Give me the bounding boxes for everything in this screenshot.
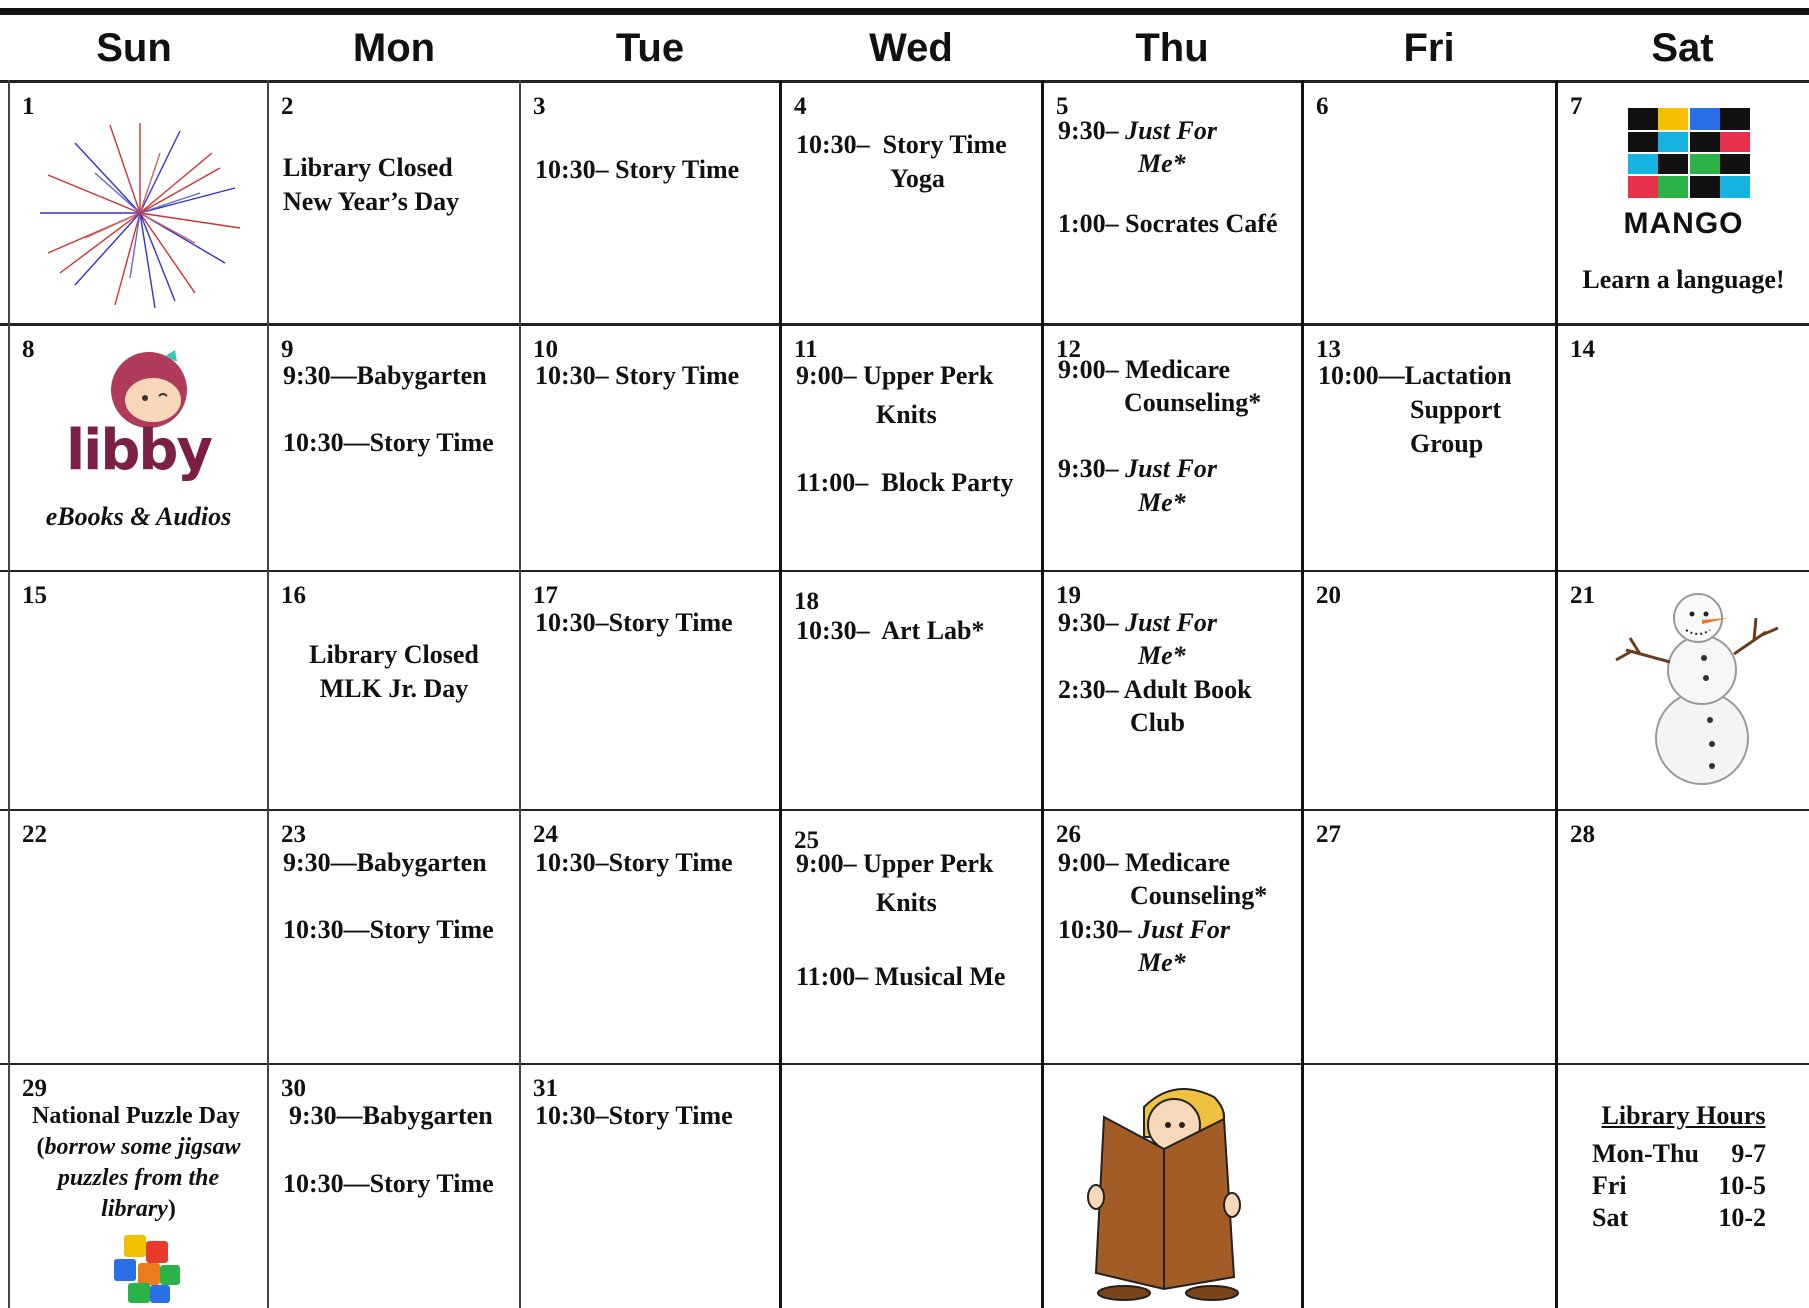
libby-caption: eBooks & Audios xyxy=(45,502,232,531)
day-number: 13 xyxy=(1316,336,1341,363)
event-line: 9:30– Just For xyxy=(1058,116,1217,145)
libby-face-icon xyxy=(105,348,195,428)
event-line: library) xyxy=(101,1196,176,1222)
event-line: National Puzzle Day xyxy=(32,1103,240,1129)
event-line: 9:30– Just For xyxy=(1058,454,1217,483)
event-line: 10:30– Art Lab* xyxy=(796,616,985,645)
day-number: 19 xyxy=(1056,582,1081,609)
day-cell-22 xyxy=(10,811,267,1063)
event-line: (borrow some jigsaw xyxy=(36,1134,241,1160)
event-line: 10:30– Story Time xyxy=(796,130,1007,159)
event-line: 10:30– Story Time xyxy=(535,361,740,390)
day-cell-19 xyxy=(1044,572,1301,809)
hours-row: Fri 10-5 xyxy=(1592,1171,1766,1200)
event-line: Me* xyxy=(1138,641,1186,670)
day-cell-24 xyxy=(521,811,779,1063)
event-line: New Year’s Day xyxy=(283,187,460,216)
snowman-icon xyxy=(1606,588,1786,788)
event-line: 9:00– Upper Perk xyxy=(796,361,994,390)
hours-row: Sat 10-2 xyxy=(1592,1203,1766,1232)
event-line: 10:30–Story Time xyxy=(535,848,733,877)
event-line: 10:30—Story Time xyxy=(283,1169,494,1198)
day-cell-30 xyxy=(269,1065,519,1308)
library-hours-cell xyxy=(1558,1065,1809,1308)
event-line: 9:30– Just For xyxy=(1058,608,1217,637)
day-number: 8 xyxy=(22,336,35,363)
event-line: Club xyxy=(1130,708,1185,737)
event-line: 9:30—Babygarten xyxy=(289,1101,493,1130)
hours-row: Mon-Thu 9-7 xyxy=(1592,1139,1766,1168)
mango-caption: Learn a language! xyxy=(1582,265,1785,294)
event-line: 9:30—Babygarten xyxy=(283,361,487,390)
weekday-mon: Mon xyxy=(352,25,436,70)
day-cell-31 xyxy=(521,1065,779,1308)
day-number: 31 xyxy=(533,1075,558,1102)
day-number: 14 xyxy=(1570,336,1595,363)
event-line: Group xyxy=(1410,429,1484,458)
day-cell-3 xyxy=(521,83,779,323)
event-line: puzzles from the xyxy=(57,1165,220,1191)
day-number: 5 xyxy=(1056,93,1069,120)
library-hours-table xyxy=(1592,1139,1766,1233)
event-line: Me* xyxy=(1138,149,1186,178)
event-line: 9:00– Upper Perk xyxy=(796,849,994,878)
day-cell-28 xyxy=(1558,811,1809,1063)
event-line: 10:30—Story Time xyxy=(283,428,494,457)
mango-logo-icon xyxy=(1628,108,1752,198)
event-line: Support xyxy=(1410,395,1502,424)
calendar-grid xyxy=(0,80,1809,1308)
empty-cell xyxy=(1304,1065,1555,1308)
weekday-sat: Sat xyxy=(1651,25,1714,70)
day-cell-20 xyxy=(1304,572,1555,809)
weekday-thu: Thu xyxy=(1135,25,1209,70)
day-cell-11 xyxy=(782,326,1041,570)
event-line: Counseling* xyxy=(1124,388,1262,417)
boy-reading-book-icon xyxy=(1084,1077,1264,1301)
event-line: 10:30–Story Time xyxy=(535,1101,733,1130)
day-number: 23 xyxy=(281,821,306,848)
day-cell-12 xyxy=(1044,326,1301,570)
empty-cell xyxy=(782,1065,1041,1308)
day-number: 15 xyxy=(22,582,47,609)
event-line: 9:30—Babygarten xyxy=(283,848,487,877)
day-number: 24 xyxy=(533,821,558,848)
day-number: 7 xyxy=(1570,93,1583,120)
day-number: 10 xyxy=(533,336,558,363)
event-line: 10:00—Lactation xyxy=(1318,361,1512,390)
day-number: 1 xyxy=(22,93,35,120)
weekday-sun: Sun xyxy=(96,25,172,70)
day-number: 3 xyxy=(533,93,546,120)
event-line: Yoga xyxy=(890,164,945,193)
day-cell-7 xyxy=(1558,83,1809,323)
event-line: 11:00– Musical Me xyxy=(796,962,1006,991)
day-cell-21 xyxy=(1558,572,1809,809)
day-cell-23 xyxy=(269,811,519,1063)
day-cell-4 xyxy=(782,83,1041,323)
day-cell-6 xyxy=(1304,83,1555,323)
day-number: 21 xyxy=(1570,582,1595,609)
event-line: Library Closed xyxy=(283,153,453,182)
day-cell-13 xyxy=(1304,326,1555,570)
event-line: 9:00– Medicare xyxy=(1058,355,1231,384)
weekday-header xyxy=(0,15,1809,81)
day-cell-2 xyxy=(269,83,519,323)
day-cell-16 xyxy=(269,572,519,809)
event-line: MLK Jr. Day xyxy=(319,674,469,703)
day-number: 16 xyxy=(281,582,306,609)
day-number: 17 xyxy=(533,582,558,609)
event-line: Me* xyxy=(1138,948,1186,977)
event-line: 10:30—Story Time xyxy=(283,915,494,944)
fireworks-icon xyxy=(30,113,250,313)
day-cell-8 xyxy=(10,326,267,570)
day-number: 25 xyxy=(794,827,819,854)
day-cell-25 xyxy=(782,811,1041,1063)
day-number: 6 xyxy=(1316,93,1329,120)
day-number: 4 xyxy=(794,93,807,120)
event-line: 10:30–Story Time xyxy=(535,608,733,637)
event-line: 1:00– Socrates Café xyxy=(1058,209,1278,238)
day-number: 26 xyxy=(1056,821,1081,848)
day-number: 12 xyxy=(1056,336,1081,363)
day-cell-26 xyxy=(1044,811,1301,1063)
day-number: 28 xyxy=(1570,821,1595,848)
day-number: 22 xyxy=(22,821,47,848)
day-number: 18 xyxy=(794,588,819,615)
weekday-tue: Tue xyxy=(615,25,685,70)
weekday-fri: Fri xyxy=(1403,25,1455,70)
day-cell-18 xyxy=(782,572,1041,809)
day-cell-15 xyxy=(10,572,267,809)
event-line: 11:00– Block Party xyxy=(796,468,1014,497)
day-number: 30 xyxy=(281,1075,306,1102)
library-hours-title: Library Hours xyxy=(1601,1101,1766,1130)
event-line: 10:30– Just For xyxy=(1058,915,1230,944)
event-line: 10:30– Story Time xyxy=(535,155,740,184)
day-cell-17 xyxy=(521,572,779,809)
day-number: 29 xyxy=(22,1075,47,1102)
day-cell-10 xyxy=(521,326,779,570)
weekday-wed: Wed xyxy=(869,25,953,70)
day-cell-14 xyxy=(1558,326,1809,570)
event-line: Counseling* xyxy=(1130,881,1268,910)
reader-cell xyxy=(1044,1065,1301,1308)
event-line: 9:00– Medicare xyxy=(1058,848,1231,877)
puzzle-pieces-icon xyxy=(106,1231,186,1307)
day-cell-1 xyxy=(10,83,267,323)
top-rule xyxy=(0,8,1809,15)
mango-wordmark: MANGO xyxy=(1623,207,1744,240)
day-number: 11 xyxy=(794,336,818,363)
day-number: 9 xyxy=(281,336,294,363)
libby-wordmark: libby xyxy=(65,418,212,483)
day-cell-9 xyxy=(269,326,519,570)
event-line: Knits xyxy=(876,888,937,917)
day-cell-5 xyxy=(1044,83,1301,323)
event-line: Knits xyxy=(876,400,937,429)
day-number: 20 xyxy=(1316,582,1341,609)
event-line: Library Closed xyxy=(309,640,479,669)
day-number: 2 xyxy=(281,93,294,120)
event-line: Me* xyxy=(1138,488,1186,517)
day-cell-29 xyxy=(10,1065,267,1308)
day-cell-27 xyxy=(1304,811,1555,1063)
event-line: 2:30– Adult Book xyxy=(1058,675,1252,704)
day-number: 27 xyxy=(1316,821,1341,848)
